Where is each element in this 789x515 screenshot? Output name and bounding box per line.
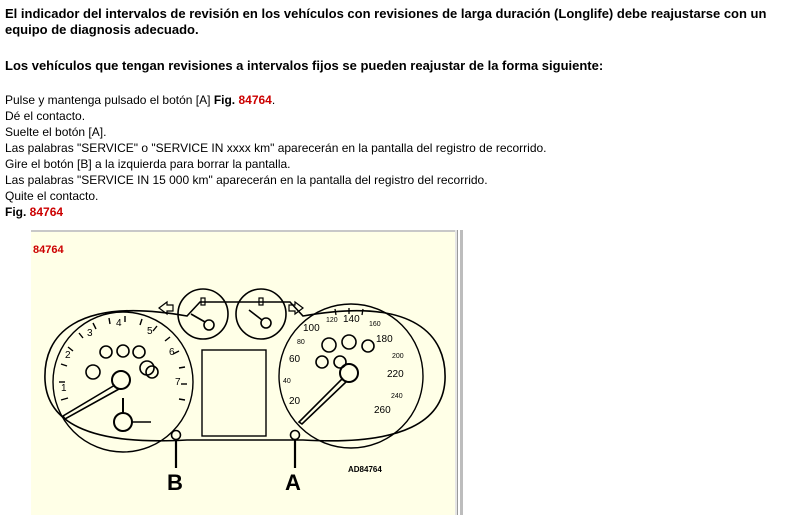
step-6: Las palabras "SERVICE IN 15 000 km" aparecerán en la pantalla del registro del recorrido. xyxy=(5,173,488,187)
step-1-text: Pulse y mantenga pulsado el botón [A] xyxy=(5,93,214,107)
step-3: Suelte el botón [A]. xyxy=(5,125,107,139)
speed-tick-20: 20 xyxy=(289,396,301,407)
speed-tick-260: 260 xyxy=(374,405,391,416)
button-b-label: B xyxy=(167,470,183,495)
tach-tick-6: 6 xyxy=(169,347,175,358)
speedometer xyxy=(279,304,423,448)
figure-scrollbar[interactable] xyxy=(455,230,463,515)
button-a-label: A xyxy=(285,470,301,495)
procedure-heading: Los vehículos que tengan revisiones a intervalos fijos se pueden reajustar de la forma siguiente: xyxy=(5,58,604,73)
speed-needle xyxy=(299,378,347,424)
figure-code: AD84764 xyxy=(348,465,382,474)
step-1-period: . xyxy=(271,93,276,107)
temperature-gauge xyxy=(236,289,286,339)
fuel-gauge xyxy=(178,289,228,339)
figure-reference xyxy=(5,204,787,220)
tach-tick-5: 5 xyxy=(147,326,153,337)
procedure-steps xyxy=(5,92,787,220)
tach-tick-7: 7 xyxy=(175,377,181,388)
step-4: Las palabras "SERVICE" o "SERVICE IN xxxx km" aparecerán en la pantalla del registro de recorrido. xyxy=(5,141,547,155)
button-b-knob xyxy=(172,431,181,440)
tach-tick-1: 1 xyxy=(61,383,67,394)
step-5: Gire el botón [B] a la izquierda para borrar la pantalla. xyxy=(5,157,291,171)
tach-tick-4: 4 xyxy=(116,318,122,329)
speed-tick-40: 40 xyxy=(283,378,291,385)
odometer-display xyxy=(202,350,266,436)
tach-tick-2: 2 xyxy=(65,350,71,361)
step-1-fig-label: Fig. xyxy=(213,93,236,107)
button-a-knob xyxy=(291,431,300,440)
figure-reference-label: Fig. xyxy=(5,205,27,219)
step-1-fig-link[interactable]: 84764 xyxy=(238,93,272,107)
speed-tick-140: 140 xyxy=(343,314,360,325)
step-7: Quite el contacto. xyxy=(5,189,99,203)
speed-tick-220: 220 xyxy=(387,369,404,380)
intro-paragraph: El indicador del intervalos de revisión en los vehículos con revisiones de larga duración (Longlife) debe reajustarse con un equipo de diagnosis adecuado. xyxy=(5,6,767,37)
instrument-cluster-drawing xyxy=(31,232,455,515)
step-1 xyxy=(5,92,787,108)
cluster-housing xyxy=(45,302,445,441)
figure-id: 84764 xyxy=(33,244,64,256)
speed-tick-80: 80 xyxy=(297,339,305,346)
speed-tick-180: 180 xyxy=(376,334,393,345)
figure-reference-number[interactable]: 84764 xyxy=(29,205,64,219)
speed-tick-160: 160 xyxy=(369,321,381,328)
tachometer xyxy=(53,312,193,452)
speed-tick-240: 240 xyxy=(391,393,403,400)
speed-tick-60: 60 xyxy=(289,354,301,365)
speed-tick-120: 120 xyxy=(326,317,338,324)
speed-tick-100: 100 xyxy=(303,323,320,334)
tach-tick-3: 3 xyxy=(87,328,93,339)
speed-tick-200: 200 xyxy=(392,353,404,360)
step-2: Dé el contacto. xyxy=(5,109,86,123)
tach-needle xyxy=(63,385,119,419)
